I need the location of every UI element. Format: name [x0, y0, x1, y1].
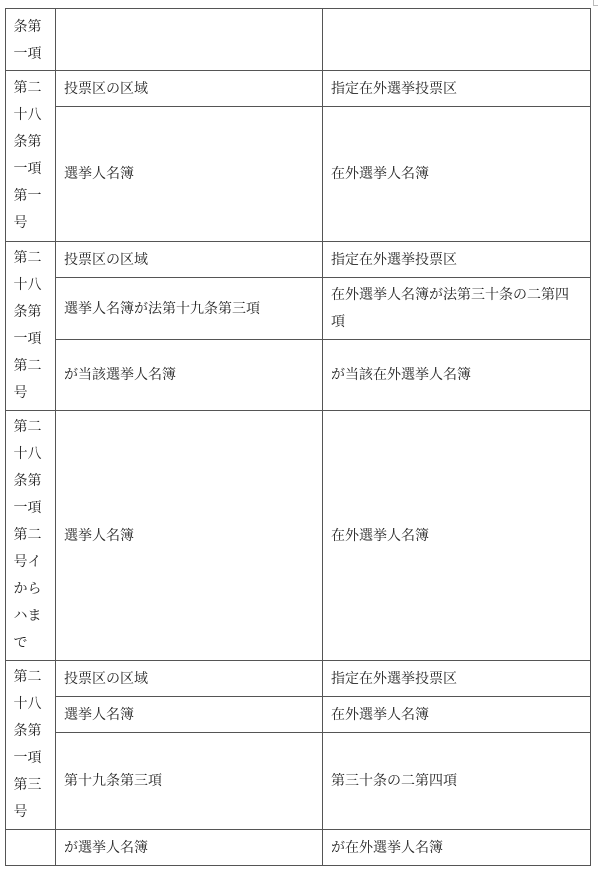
replacement-text-cell: 指定在外選挙投票区 [323, 242, 591, 278]
article-cell [6, 830, 56, 866]
table-row [6, 340, 591, 411]
replacement-text-cell: が在外選挙人名簿 [323, 830, 591, 866]
table-row [6, 661, 591, 697]
table-row [6, 107, 591, 242]
table-row [6, 242, 591, 278]
replacement-text-cell: 在外選挙人名簿 [323, 107, 591, 242]
table-row [6, 697, 591, 733]
replacement-text-cell: 在外選挙人名簿 [323, 697, 591, 733]
original-text-cell: が選挙人名簿 [56, 830, 323, 866]
table-row [6, 71, 591, 107]
article-cell: 第二十八条第一項第二号 [6, 242, 56, 411]
table-row [6, 411, 591, 661]
replacement-text-cell: が当該在外選挙人名簿 [323, 340, 591, 411]
article-cell: 第二十八条第一項第一号 [6, 71, 56, 242]
replacement-text-cell: 指定在外選挙投票区 [323, 71, 591, 107]
article-cell: 第二十八条第一項第三号 [6, 661, 56, 830]
original-text-cell [56, 9, 323, 71]
provision-table [5, 8, 591, 866]
original-text-cell: 選挙人名簿 [56, 107, 323, 242]
original-text-cell: 選挙人名簿 [56, 697, 323, 733]
replacement-text-cell: 指定在外選挙投票区 [323, 661, 591, 697]
original-text-cell: 投票区の区域 [56, 661, 323, 697]
table-row [6, 9, 591, 71]
original-text-cell: 投票区の区域 [56, 71, 323, 107]
article-cell: 第二十八条第一項第二号イからハまで [6, 411, 56, 661]
original-text-cell: 第十九条第三項 [56, 733, 323, 830]
page-corner-mark [593, 0, 598, 6]
article-cell: 条第一項 [6, 9, 56, 71]
replacement-text-cell: 在外選挙人名簿が法第三十条の二第四項 [323, 278, 591, 340]
replacement-text-cell: 在外選挙人名簿 [323, 411, 591, 661]
table-row [6, 830, 591, 866]
original-text-cell: 投票区の区域 [56, 242, 323, 278]
original-text-cell: 選挙人名簿が法第十九条第三項 [56, 278, 323, 340]
replacement-text-cell: 第三十条の二第四項 [323, 733, 591, 830]
replacement-text-cell [323, 9, 591, 71]
table-row [6, 733, 591, 830]
original-text-cell: 選挙人名簿 [56, 411, 323, 661]
table-row [6, 278, 591, 340]
original-text-cell: が当該選挙人名簿 [56, 340, 323, 411]
